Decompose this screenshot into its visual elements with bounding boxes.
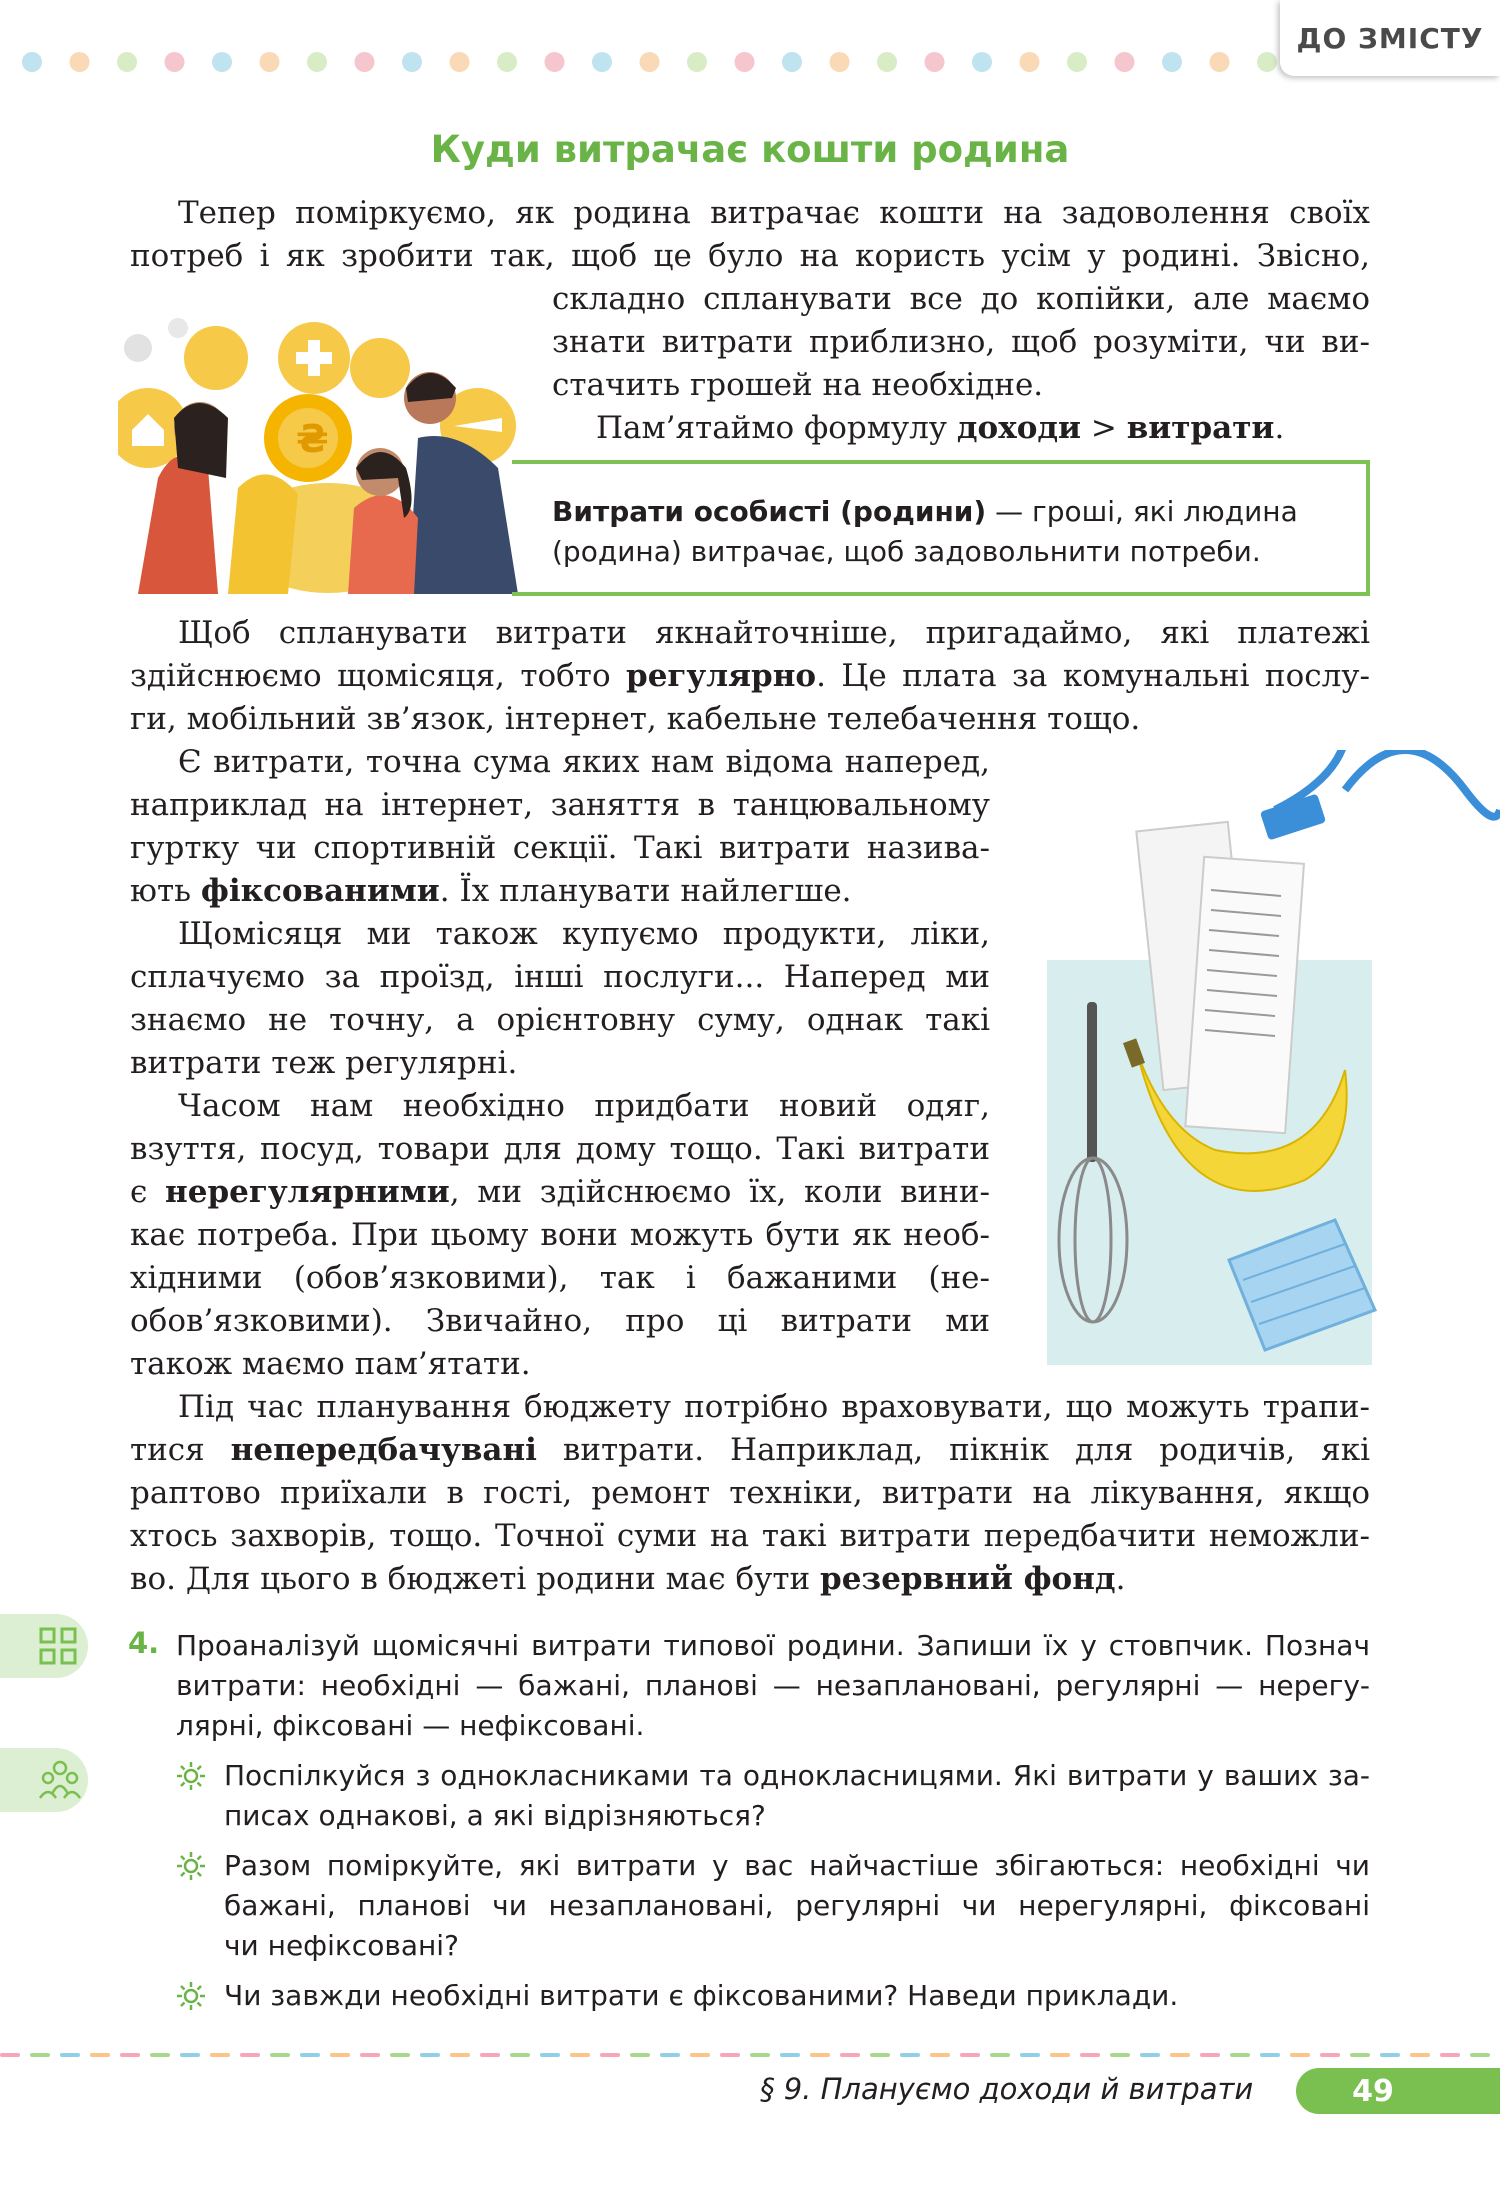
- formula-line: [596, 407, 1370, 450]
- decorative-dot: [592, 52, 612, 72]
- bullet-2-line-3: чи нефіксовані?: [224, 1929, 459, 1962]
- decorative-dash: [1320, 2053, 1340, 2057]
- bullet-1-line-2: писах однакові, а які відрізняються?: [224, 1799, 766, 1832]
- intro-line-1: Тепер поміркуємо, як родина витрачає кошти на задоволення своїх: [178, 195, 1370, 231]
- decorative-dash: [1020, 2053, 1040, 2057]
- decorative-dash: [450, 2053, 470, 2057]
- fixed-line-4-pre: ють: [130, 873, 201, 909]
- decorative-dash: [720, 2053, 740, 2057]
- decorative-dash: [930, 2053, 950, 2057]
- unforeseen-line-3: раптово приїхали в гості, ремонт техніки, витрати на лікування, якщо: [130, 1475, 1370, 1511]
- reserve-fund-term: резервний фонд: [820, 1561, 1116, 1597]
- decorative-dot: [497, 52, 517, 72]
- regular-line-2-post: . Це плата за комунальні послу-: [816, 658, 1370, 694]
- decorative-dot: [1067, 52, 1087, 72]
- irregular-line-2: взуття, посуд, товари для дому тощо. Такі витрати: [130, 1131, 990, 1167]
- svg-text:₴: ₴: [296, 417, 329, 461]
- definition-line-2: (родина) витрачає, щоб задовольнити потреби.: [552, 535, 1261, 568]
- formula-prefix: Пам’ятаймо формулу: [596, 410, 957, 446]
- task-line-3: лярні, фіксовані — нефіксовані.: [176, 1709, 645, 1742]
- irregular-term: нерегулярними: [165, 1174, 450, 1210]
- decorative-dot: [782, 52, 802, 72]
- fixed-line-4: [130, 870, 990, 913]
- regular-line-2-pre: здійснюємо щомісяця, тобто: [130, 658, 627, 694]
- sun-bullet-icon: [176, 1851, 206, 1881]
- unforeseen-line-5-pre: во. Для цього в бюджеті родини має бути: [130, 1561, 821, 1597]
- unforeseen-line-2-post: витрати. Наприклад, пікнік для родичів, які: [536, 1432, 1370, 1468]
- decorative-dash: [990, 2053, 1010, 2057]
- decorative-dot: [1115, 52, 1135, 72]
- decorative-dash: [300, 2053, 320, 2057]
- decorative-dot: [545, 52, 565, 72]
- decorative-dash: [1290, 2053, 1310, 2057]
- irregular-line-5: хідними (обов’язковими), так і бажаними (не-: [130, 1260, 990, 1296]
- decorative-dot: [1020, 52, 1040, 72]
- decorative-dot: [70, 52, 90, 72]
- bullet-2-line-2: бажані, планові чи незаплановані, регулярні чи нерегулярні, фіксовані: [224, 1889, 1370, 1922]
- fixed-term: фіксованими: [200, 873, 440, 909]
- decorative-dot: [212, 52, 232, 72]
- irregular-line-3: [130, 1171, 990, 1214]
- decorative-dot: [260, 52, 280, 72]
- decorative-dash: [390, 2053, 410, 2057]
- decorative-dash: [330, 2053, 350, 2057]
- decorative-dot: [307, 52, 327, 72]
- formula-sign: >: [1081, 410, 1127, 446]
- definition-line-1: [552, 492, 1298, 532]
- decorative-dash: [1110, 2053, 1130, 2057]
- decorative-dash: [1230, 2053, 1250, 2057]
- decorative-dot: [117, 52, 137, 72]
- decorative-dot: [1162, 52, 1182, 72]
- decorative-dash: [480, 2053, 500, 2057]
- decorative-dash: [540, 2053, 560, 2057]
- decorative-dash: [420, 2053, 440, 2057]
- decorative-dot: [1257, 52, 1277, 72]
- monthly-line-1: Щомісяця ми також купуємо продукти, ліки,: [178, 916, 990, 952]
- decorative-dash: [1350, 2053, 1370, 2057]
- bullet-1-line-1: Поспілкуйся з однокласниками та однокласницями. Які витрати у ваших за-: [224, 1759, 1370, 1792]
- definition-rest: — гроші, які людина: [986, 495, 1298, 528]
- regular-line-3: ги, мобільний зв’язок, інтернет, кабельне телебачення тощо.: [130, 701, 1141, 737]
- side-tab-qr[interactable]: [0, 1614, 88, 1678]
- decorative-dot: [165, 52, 185, 72]
- decorative-dash: [210, 2053, 230, 2057]
- intro-line-2: потреб і як зробити так, щоб це було на користь усім у родині. Звісно,: [130, 238, 1370, 274]
- decorative-dash: [900, 2053, 920, 2057]
- fixed-line-1: Є витрати, точна сума яких нам відома наперед,: [178, 744, 990, 780]
- decorative-dot: [925, 52, 945, 72]
- decorative-dash: [1410, 2053, 1430, 2057]
- definition-box-corner: [512, 460, 520, 464]
- decorative-dash: [360, 2053, 380, 2057]
- monthly-line-3: знаємо не точну, а орієнтовну суму, однак такі: [130, 1002, 990, 1038]
- page-number: 49: [1296, 2068, 1500, 2114]
- regular-term: регулярно: [626, 658, 817, 694]
- decorative-dash: [840, 2053, 860, 2057]
- decorative-dash: [510, 2053, 530, 2057]
- task-line-2: витрати: необхідні — бажані, планові — незаплановані, регулярні — нерегу-: [176, 1669, 1370, 1702]
- decorative-dash: [270, 2053, 290, 2057]
- task-number: 4.: [128, 1626, 160, 1660]
- unforeseen-line-2-pre: тися: [130, 1432, 231, 1468]
- irregular-line-6: обов’язковими). Звичайно, про ці витрати ми: [130, 1303, 990, 1339]
- regular-line-2: [130, 655, 1370, 698]
- page-title: Куди витрачає кошти родина: [430, 128, 1070, 171]
- decorative-dash: [750, 2053, 770, 2057]
- decorative-dash: [1260, 2053, 1280, 2057]
- decorative-dash: [1170, 2053, 1190, 2057]
- monthly-line-4: витрати теж регулярні.: [130, 1045, 518, 1081]
- unforeseen-line-4: хтось захворів, тощо. Точної суми на такі витрати передбачити неможли-: [130, 1518, 1370, 1554]
- decorative-dash: [1200, 2053, 1220, 2057]
- unforeseen-term: непередбачувані: [230, 1432, 537, 1468]
- decorative-dash: [1080, 2053, 1100, 2057]
- decorative-dash: [1380, 2053, 1400, 2057]
- decorative-dot: [402, 52, 422, 72]
- fixed-line-3: гуртку чи спортивній секції. Такі витрати назива-: [130, 830, 990, 866]
- decorative-dash: [240, 2053, 260, 2057]
- decorative-dot: [355, 52, 375, 72]
- fixed-line-4-post: . Їх планувати найлегше.: [439, 873, 852, 909]
- sun-bullet-icon: [176, 1981, 206, 2011]
- decorative-dot: [972, 52, 992, 72]
- formula-income: доходи: [956, 410, 1082, 446]
- intro-line-5: стачить грошей на необхідне.: [552, 367, 1044, 403]
- sun-bullet-icon: [176, 1761, 206, 1791]
- monthly-line-2: сплачуємо за проїзд, інші послуги... Наперед ми: [130, 959, 990, 995]
- intro-line-4: знати витрати приблизно, щоб розуміти, чи ви-: [552, 324, 1370, 360]
- unforeseen-line-1: Під час планування бюджету потрібно враховувати, що можуть трапи-: [178, 1389, 1370, 1425]
- definition-term: Витрати особисті (родини): [552, 495, 987, 528]
- irregular-line-3-pre: є: [130, 1174, 166, 1210]
- decorative-dash: [60, 2053, 80, 2057]
- irregular-line-3-post: , ми здійснюємо їх, коли вини-: [449, 1174, 990, 1210]
- decorative-dot: [640, 52, 660, 72]
- top-decorative-dots: [22, 50, 1292, 74]
- decorative-dash: [150, 2053, 170, 2057]
- bottom-decorative-dashes: [0, 2050, 1500, 2060]
- section-footer: § 9. Плануємо доходи й витрати: [760, 2072, 1254, 2106]
- decorative-dot: [830, 52, 850, 72]
- irregular-line-7: також маємо пам’ятати.: [130, 1346, 531, 1382]
- decorative-dash: [690, 2053, 710, 2057]
- unforeseen-line-5: [130, 1558, 1370, 1601]
- decorative-dash: [780, 2053, 800, 2057]
- decorative-dash: [810, 2053, 830, 2057]
- decorative-dash: [570, 2053, 590, 2057]
- irregular-line-1: Часом нам необхідно придбати новий одяг,: [178, 1088, 990, 1124]
- unforeseen-line-5-post: .: [1115, 1561, 1126, 1597]
- decorative-dash: [120, 2053, 140, 2057]
- decorative-dash: [600, 2053, 620, 2057]
- definition-box: [512, 460, 1370, 596]
- side-tab-group-work[interactable]: [0, 1748, 88, 1812]
- decorative-dot: [687, 52, 707, 72]
- decorative-dash: [1140, 2053, 1160, 2057]
- formula-end: .: [1274, 410, 1285, 446]
- decorative-dash: [660, 2053, 680, 2057]
- decorative-dash: [1440, 2053, 1460, 2057]
- decorative-dot: [22, 52, 42, 72]
- decorative-dash: [960, 2053, 980, 2057]
- decorative-dash: [180, 2053, 200, 2057]
- fixed-line-2: наприклад на інтернет, заняття в танцювальному: [130, 787, 990, 823]
- unforeseen-line-2: [130, 1429, 1370, 1472]
- decorative-dot: [735, 52, 755, 72]
- group-people-icon: [38, 1758, 82, 1802]
- qr-code-icon: [38, 1626, 78, 1666]
- bullet-3-line-1: Чи завжди необхідні витрати є фіксованими? Наведи приклади.: [224, 1979, 1179, 2012]
- decorative-dot: [877, 52, 897, 72]
- decorative-dash: [1050, 2053, 1070, 2057]
- family-savings-illustration: [118, 318, 538, 594]
- decorative-dot: [1210, 52, 1230, 72]
- decorative-dash: [1470, 2053, 1490, 2057]
- table-of-contents-tab[interactable]: ДО ЗМІСТУ: [1280, 0, 1500, 76]
- formula-expenses: витрати: [1126, 410, 1275, 446]
- regular-line-1: Щоб спланувати витрати якнайточніше, пригадаймо, які платежі: [178, 615, 1370, 651]
- decorative-dash: [870, 2053, 890, 2057]
- irregular-line-4: кає потреба. При цьому вони можуть бути як необ-: [130, 1217, 990, 1253]
- decorative-dash: [0, 2053, 20, 2057]
- decorative-dash: [90, 2053, 110, 2057]
- expenses-items-illustration: [1045, 750, 1500, 1370]
- decorative-dash: [630, 2053, 650, 2057]
- decorative-dot: [450, 52, 470, 72]
- decorative-dash: [30, 2053, 50, 2057]
- bullet-2-line-1: Разом поміркуйте, які витрати у вас найчастіше збігаються: необхідні чи: [224, 1849, 1370, 1882]
- intro-line-3: складно спланувати все до копійки, але маємо: [552, 281, 1370, 317]
- task-line-1: Проаналізуй щомісячні витрати типової родини. Запиши їх у стовпчик. Познач: [176, 1629, 1370, 1662]
